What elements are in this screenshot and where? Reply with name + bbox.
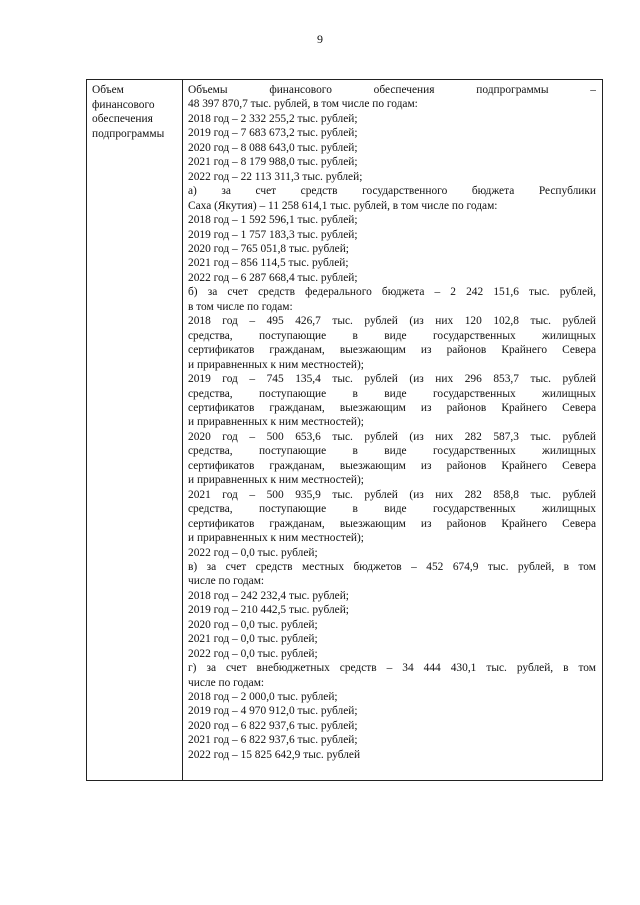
- content-line: 2022 год – 0,0 тыс. рублей;: [188, 546, 318, 559]
- content-line: 2020 год – 6 822 937,6 тыс. рублей;: [188, 719, 358, 732]
- content-line: 2019 год – 745 135,4 тыс. рублей (из них 296 853,7 тыс. рублей: [188, 373, 596, 386]
- content-line: 2019 год – 7 683 673,2 тыс. рублей;: [188, 127, 358, 140]
- content-line: числе по годам:: [188, 575, 265, 588]
- content-line: средства, поступающие в виде государственных жилищных: [188, 503, 596, 516]
- row-label-line: финансового: [92, 98, 155, 111]
- content-line: 2018 год – 2 332 255,2 тыс. рублей;: [188, 112, 358, 125]
- table-row: [87, 80, 603, 781]
- content-line: в том числе по годам:: [188, 300, 293, 313]
- content-line: и приравненных к ним местностей);: [188, 358, 364, 371]
- content-line: 2020 год – 765 051,8 тыс. рублей;: [188, 242, 349, 255]
- content-line: 2021 год – 6 822 937,6 тыс. рублей;: [188, 734, 358, 747]
- row-label-line: подпрограммы: [92, 127, 165, 140]
- content-line: г) за счет внебюджетных средств – 34 444 430,1 тыс. рублей, в том: [188, 662, 596, 675]
- row-label-cell: [87, 80, 183, 781]
- content-line: 2021 год – 500 935,9 тыс. рублей (из них 282 858,8 тыс. рублей: [188, 488, 596, 501]
- content-line: 2019 год – 4 970 912,0 тыс. рублей;: [188, 705, 358, 718]
- content-line: 2020 год – 8 088 643,0 тыс. рублей;: [188, 141, 358, 154]
- content-line: 2021 год – 856 114,5 тыс. рублей;: [188, 257, 349, 270]
- content-line: 2022 год – 0,0 тыс. рублей;: [188, 647, 318, 660]
- content-line: Объемы финансового обеспечения подпрограммы –: [188, 84, 596, 96]
- content-line: 2018 год – 242 232,4 тыс. рублей;: [188, 589, 349, 602]
- content-line: и приравненных к ним местностей);: [188, 416, 364, 429]
- content-line: 2021 год – 0,0 тыс. рублей;: [188, 633, 318, 646]
- content-line: б) за счет средств федерального бюджета – 2 242 151,6 тыс. рублей,: [188, 286, 596, 299]
- content-line: 48 397 870,7 тыс. рублей, в том числе по годам:: [188, 98, 418, 111]
- content-line: в) за счет средств местных бюджетов – 452 674,9 тыс. рублей, в том: [188, 560, 596, 573]
- content-line: 2018 год – 2 000,0 тыс. рублей;: [188, 691, 338, 704]
- content-line: числе по годам:: [188, 676, 265, 689]
- content-line: сертификатов гражданам, выезжающим из районов Крайнего Севера: [188, 459, 596, 472]
- content-line: 2020 год – 0,0 тыс. рублей;: [188, 618, 318, 631]
- row-content-cell: [183, 80, 603, 781]
- content-line: 2020 год – 500 653,6 тыс. рублей (из них 282 587,3 тыс. рублей: [188, 430, 596, 443]
- row-label-line: Объем: [92, 84, 124, 96]
- passport-table: [86, 79, 603, 781]
- content-line: и приравненных к ним местностей);: [188, 474, 364, 487]
- content-line: 2022 год – 15 825 642,9 тыс. рублей: [188, 748, 361, 761]
- content-line: 2018 год – 1 592 596,1 тыс. рублей;: [188, 214, 358, 227]
- content-line: 2022 год – 6 287 668,4 тыс. рублей;: [188, 271, 358, 284]
- content-line: средства, поступающие в виде государственных жилищных: [188, 329, 596, 342]
- page-number: 9: [317, 32, 323, 46]
- content-line: сертификатов гражданам, выезжающим из районов Крайнего Севера: [188, 401, 596, 414]
- content-line: средства, поступающие в виде государственных жилищных: [188, 445, 596, 458]
- content-line: 2019 год – 210 442,5 тыс. рублей;: [188, 604, 349, 617]
- content-line: 2021 год – 8 179 988,0 тыс. рублей;: [188, 156, 358, 169]
- content-line: а) за счет средств государственного бюджета Республики: [188, 185, 596, 198]
- content-line: средства, поступающие в виде государственных жилищных: [188, 387, 596, 400]
- content-line: Саха (Якутия) – 11 258 614,1 тыс. рублей, в том числе по годам:: [188, 199, 498, 212]
- content-line: сертификатов гражданам, выезжающим из районов Крайнего Севера: [188, 344, 596, 357]
- content-line: сертификатов гражданам, выезжающим из районов Крайнего Севера: [188, 517, 596, 530]
- content-line: и приравненных к ним местностей);: [188, 532, 364, 545]
- row-label-line: обеспечения: [92, 113, 153, 125]
- content-line: 2019 год – 1 757 183,3 тыс. рублей;: [188, 228, 358, 241]
- content-line: 2018 год – 495 426,7 тыс. рублей (из них 120 102,8 тыс. рублей: [188, 315, 596, 328]
- content-line: 2022 год – 22 113 311,3 тыс. рублей;: [188, 170, 363, 183]
